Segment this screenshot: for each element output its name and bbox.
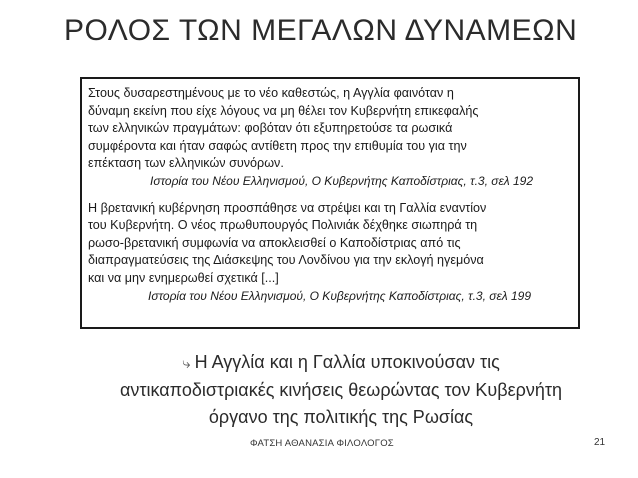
- quote-2-line: Η βρετανική κυβέρνηση προσπάθησε να στρέψει και τη Γαλλία εναντίον: [88, 200, 487, 215]
- quote-1-line: Στους δυσαρεστημένους με το νέο καθεστώς, η Αγγλία φαινόταν η: [88, 86, 454, 100]
- quote-2-line: του Κυβερνήτη. Ο νέος πρωθυπουργός Πολινιάκ δέχθηκε σιωπηρά τη: [88, 218, 478, 233]
- quote-box: [80, 77, 580, 329]
- quote-1-line: επέκταση των ελληνικών συνόρων.: [88, 156, 284, 171]
- bullet-line-1-wrap: [80, 349, 602, 377]
- quote-2-line: διαπραγματεύσεις της Διάσκεψης του Λονδίνου για την εκλογή ηγεμόνα: [88, 253, 484, 268]
- bullet-point: [80, 349, 602, 431]
- bullet-line: αντικαποδιστριακές κινήσεις θεωρώντας τον Κυβερνήτη: [119, 380, 563, 400]
- quote-2-line: και να μην ενημερωθεί σχετικά [...]: [88, 270, 279, 285]
- quote-divider-space: [88, 191, 572, 200]
- bullet-line: όργανο της πολιτικής της Ρωσίας: [208, 407, 474, 427]
- curved-arrow-icon: ⤷: [182, 355, 191, 372]
- page-number: 21: [594, 437, 606, 448]
- quote-1-line: δύναμη εκείνη που είχε λόγους να μη θέλει τον Κυβερνήτη επικεφαλής: [88, 103, 479, 118]
- citation-2: Ιστορία του Νέου Ελληνισμού, Ο Κυβερνήτης Καποδίστριας, τ.3, σελ 199: [148, 288, 532, 303]
- bullet-line: Η Αγγλία και η Γαλλία υποκινούσαν τις: [194, 352, 500, 372]
- quote-1-line: συμφέροντα και ήταν σαφώς αντίθετη προς την επιθυμία του για την: [88, 138, 467, 153]
- quote-1-line: των ελληνικών πραγμάτων: φοβόταν ότι εξυπηρετούσε τα ρωσικά: [88, 121, 453, 136]
- slide-title: ΡΟΛΟΣ ΤΩΝ ΜΕΓΑΛΩΝ ΔΥΝΑΜΕΩΝ: [64, 14, 578, 47]
- footer-author: ΦΑΤΣΗ ΑΘΑΝΑΣΙΑ ΦΙΛΟΛΟΓΟΣ: [250, 438, 394, 449]
- citation-1: Ιστορία του Νέου Ελληνισμού, Ο Κυβερνήτης Καποδίστριας, τ.3, σελ 192: [150, 173, 534, 188]
- quote-2-line: ρωσο-βρετανική συμφωνία να αποκλεισθεί ο Καποδίστριας από τις: [88, 235, 461, 250]
